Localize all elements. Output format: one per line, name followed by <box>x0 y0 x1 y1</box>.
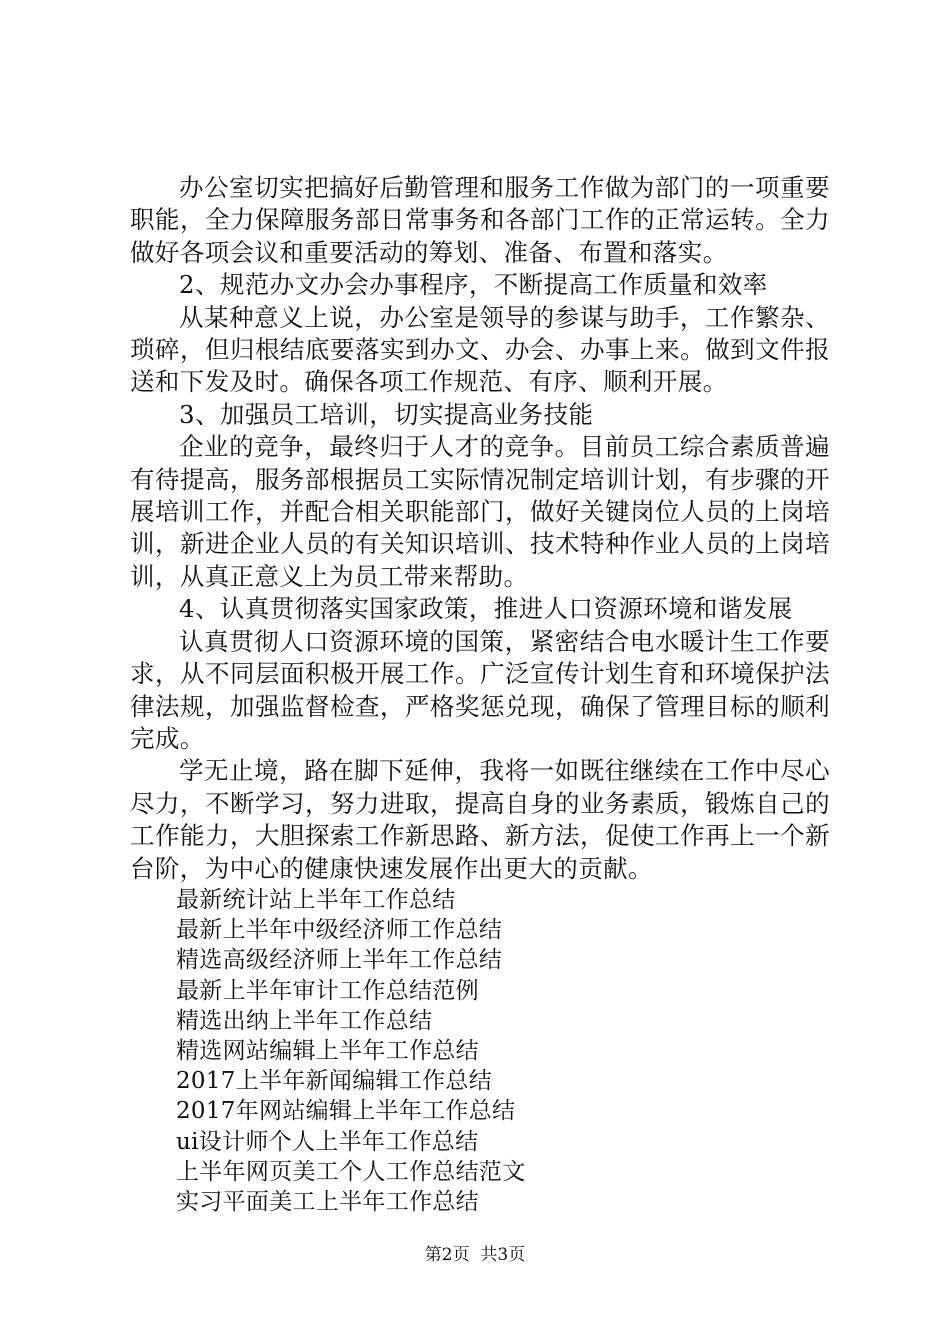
related-link[interactable]: 精选高级经济师上半年工作总结 <box>176 947 503 974</box>
related-link[interactable]: 上半年网页美工个人工作总结范文 <box>176 1158 526 1185</box>
related-link[interactable]: 最新上半年审计工作总结范例 <box>176 977 479 1004</box>
related-link[interactable]: 最新上半年中级经济师工作总结 <box>176 917 503 944</box>
related-link[interactable]: 最新统计站上半年工作总结 <box>176 886 456 913</box>
page-number-label: 第2页 共3页 <box>424 1245 526 1265</box>
paragraph-office-procedures: 从某种意义上说，办公室是领导的参谋与助手，工作繁杂、琐碎，但归根结底要落实到办文、办会、办事上来。做到文件报送和下发及时。确保各项工作规范、有序、顺利开展。 <box>130 302 830 397</box>
related-link[interactable]: 2017年网站编辑上半年工作总结 <box>176 1098 516 1125</box>
related-link[interactable]: 实习平面美工上半年工作总结 <box>176 1188 479 1215</box>
related-link[interactable]: 精选出纳上半年工作总结 <box>176 1007 433 1034</box>
paragraph-staff-training: 企业的竞争，最终归于人才的竞争。目前员工综合素质普遍有待提高，服务部根据员工实际情况制定培训计划，有步骤的开展培训工作，并配合相关职能部门，做好关键岗位人员的上岗培训，新进企业人员的有关知识培训、技术特种作业人员的上岗培训，从真正意义上为员工带来帮助。 <box>130 432 830 591</box>
page-footer <box>0 1244 950 1266</box>
heading-item-3: 3、加强员工培训，切实提高业务技能 <box>179 399 594 429</box>
paragraph-conclusion: 学无止境，路在脚下延伸，我将一如既往继续在工作中尽心尽力，不断学习，努力进取，提高自身的业务素质，锻炼自己的工作能力，大胆探索工作新思路、新方法，促使工作再上一个新台阶，为中心的健康快速发展作出更大的贡献。 <box>130 756 830 883</box>
related-links-list <box>130 885 830 1217</box>
paragraph-office-logistics: 办公室切实把搞好后勤管理和服务工作做为部门的一项重要职能，全力保障服务部日常事务和各部门工作的正常运转。全力做好各项会议和重要活动的筹划、准备、布置和落实。 <box>130 173 830 267</box>
related-link[interactable]: ui设计师个人上半年工作总结 <box>176 1128 479 1155</box>
document-body <box>130 172 830 1217</box>
heading-item-2: 2、规范办文办会办事程序，不断提高工作质量和效率 <box>179 270 768 300</box>
related-link[interactable]: 2017上半年新闻编辑工作总结 <box>176 1068 493 1095</box>
paragraph-national-policy: 认真贯彻人口资源环境的国策，紧密结合电水暖计生工作要求，从不同层面积极开展工作。广泛宣传计划生育和环境保护法律法规，加强监督检查，严格奖惩兑现，确保了管理目标的顺利完成。 <box>130 626 830 753</box>
related-link[interactable]: 精选网站编辑上半年工作总结 <box>176 1037 479 1064</box>
heading-item-4: 4、认真贯彻落实国家政策，推进人口资源环境和谐发展 <box>179 594 793 624</box>
